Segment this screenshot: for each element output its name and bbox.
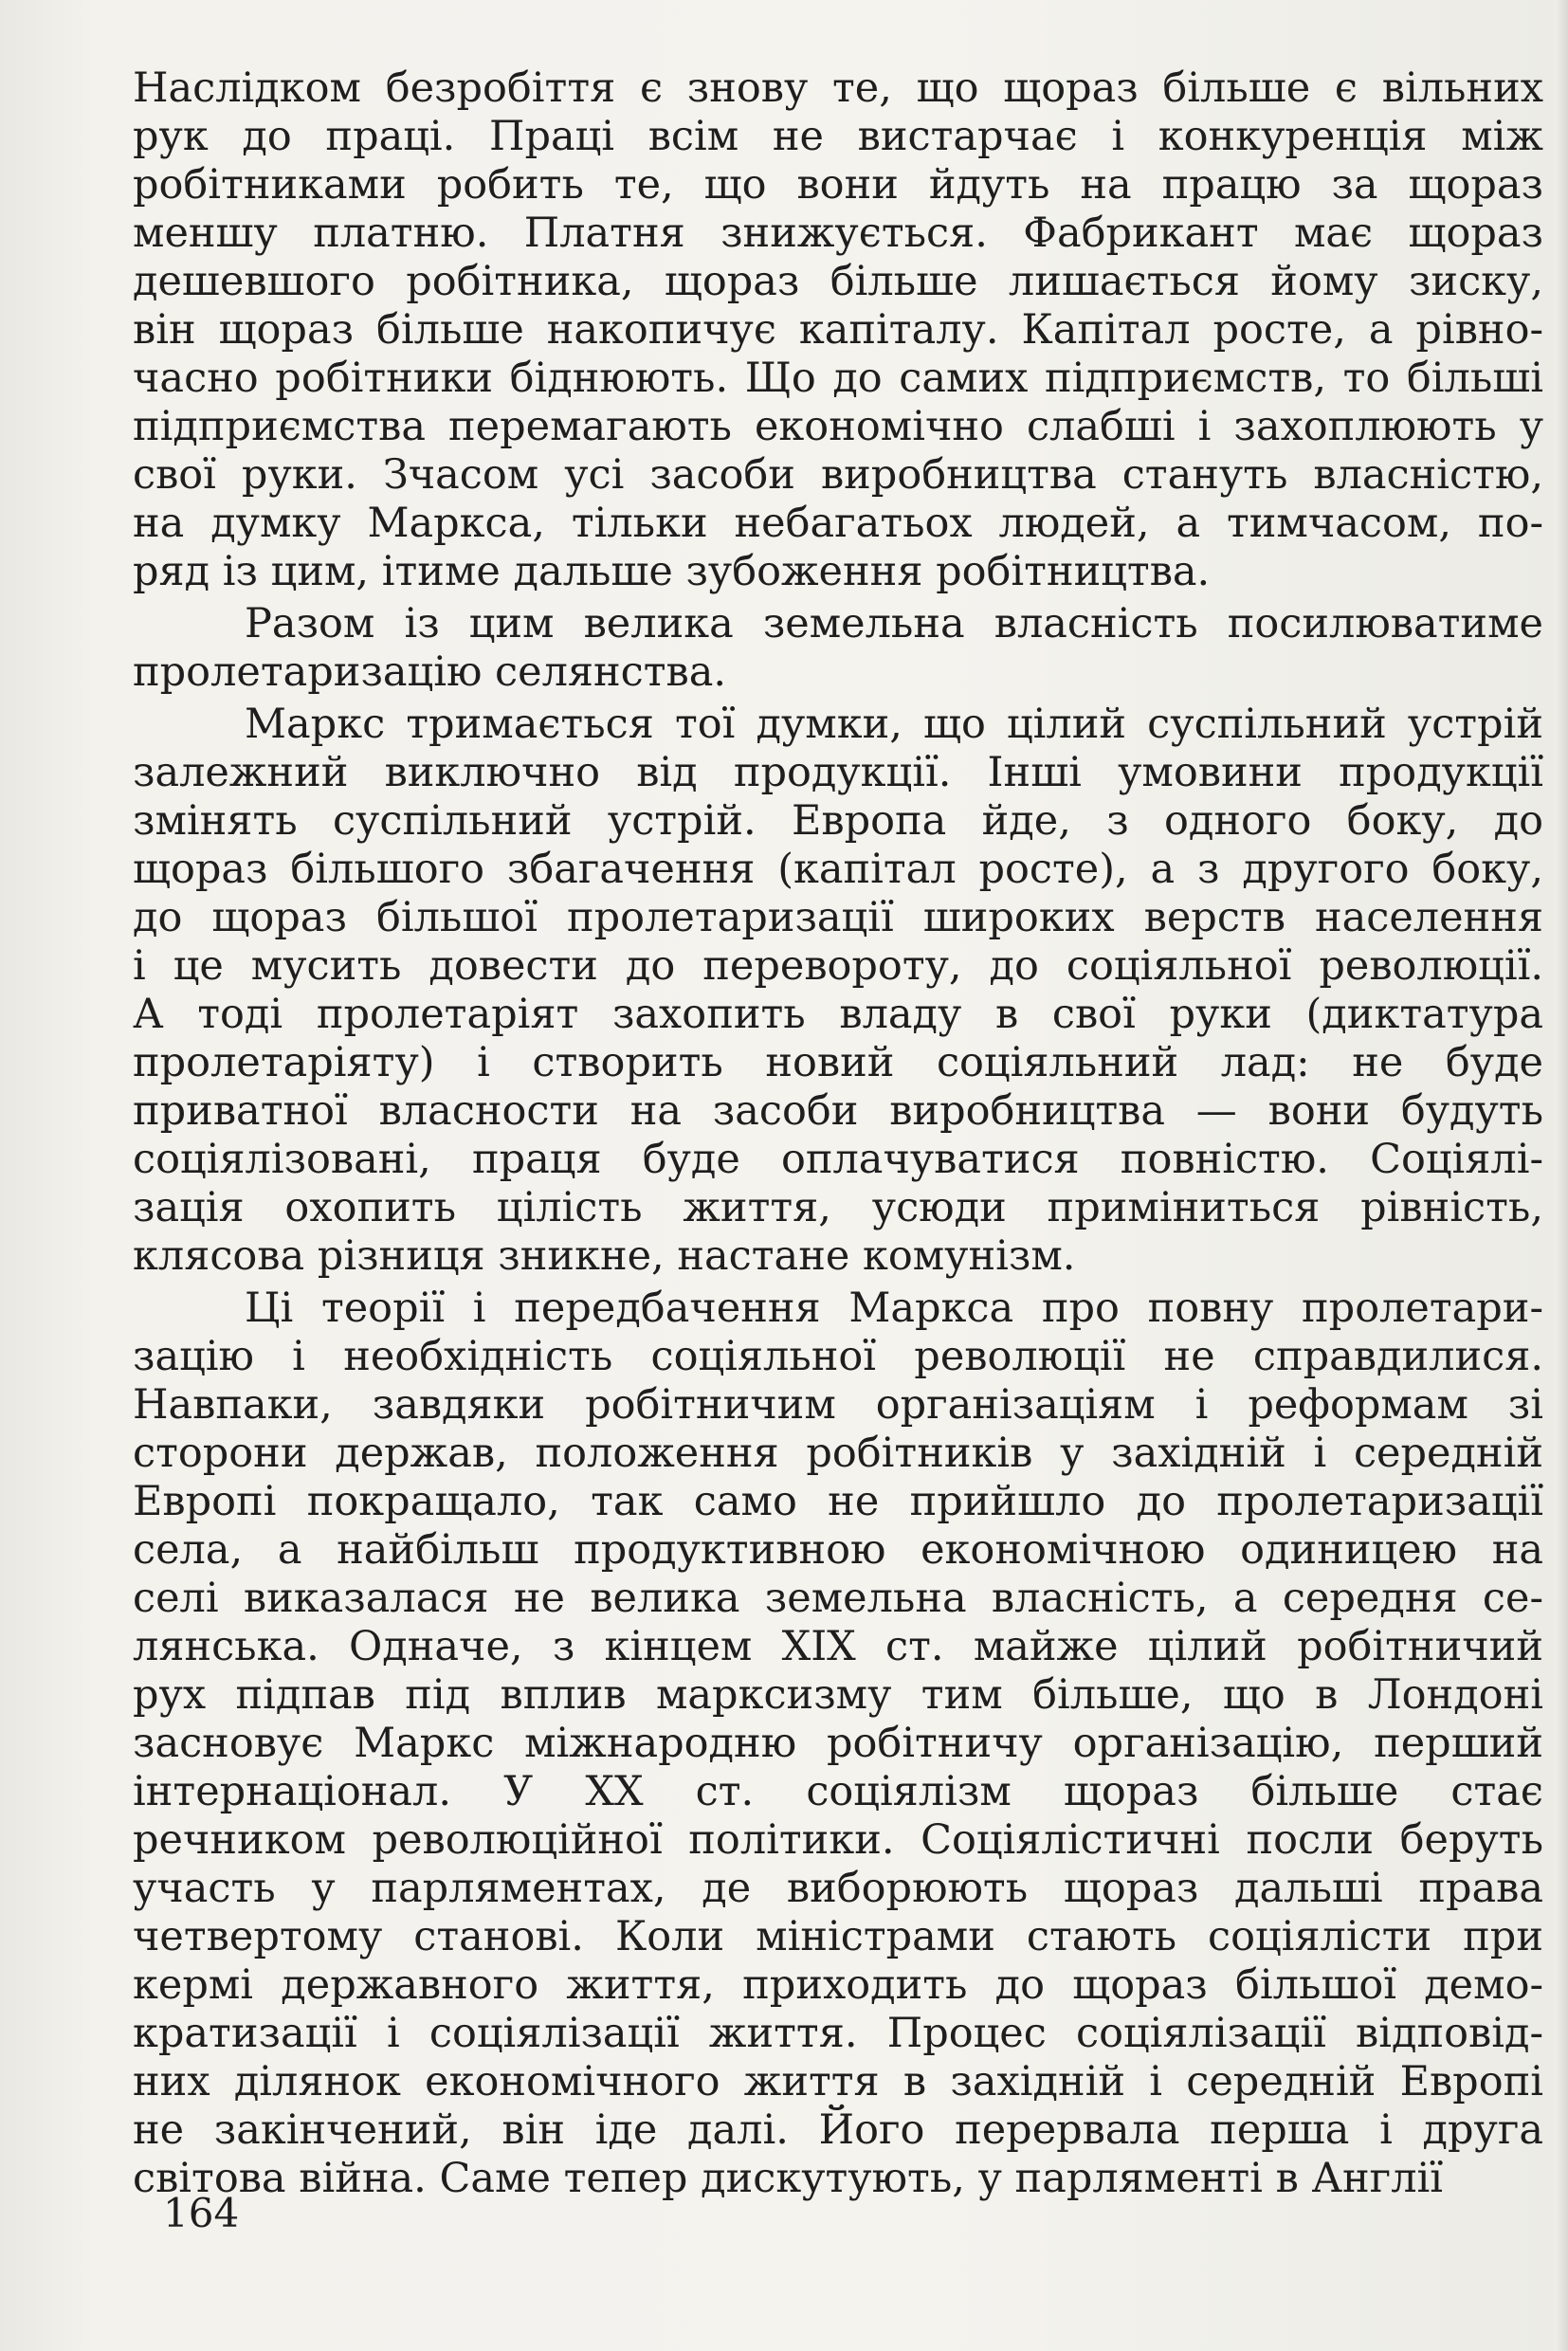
text-line: свої руки. Зчасом усі засоби виробництва стануть власністю, (133, 451, 1543, 499)
text-line: сторони держав, положення робітників у західній і середній (133, 1430, 1543, 1477)
text-line: засновує Маркс міжнародню робітничу організацію, перший (133, 1720, 1543, 1767)
text-line: часно робітники біднюють. Що до самих підприємств, то більші (133, 355, 1543, 402)
body-text (133, 64, 1543, 2203)
text-line: приватної власности на засоби виробництва — вони будуть (133, 1087, 1543, 1135)
text-line: і це мусить довести до перевороту, до соціяльної революції. (133, 942, 1543, 990)
text-line: села, а найбільш продуктивною економічною одиницею на (133, 1526, 1543, 1574)
text-line: зація охопить цілість життя, усюди приміниться рівність, (133, 1184, 1543, 1231)
text-line: до щораз більшої пролетаризації широких верств населення (133, 894, 1543, 941)
text-line: Ці теорії і передбачення Маркса про повну пролетари- (245, 1285, 1543, 1332)
text-line: світова війна. Саме тепер дискутують, у парляменті в Англії (133, 2155, 1444, 2202)
text-line: робітниками робить те, що вони йдуть на працю за щораз (133, 161, 1543, 209)
text-line: пролетаризацію селянства. (133, 648, 727, 696)
text-line: Маркс тримається тої думки, що цілий суспільний устрій (245, 701, 1543, 748)
text-line: клясова різниця зникне, настане комунізм. (133, 1232, 1076, 1280)
text-line: участь у парляментах, де виборюють щораз дальші права (133, 1865, 1543, 1912)
text-line: речником революційної політики. Соціялістичні посли беруть (133, 1816, 1543, 1864)
text-line: Разом із цим велика земельна власність посилюватиме (245, 600, 1543, 647)
paragraph (133, 701, 1543, 1281)
page-number: 164 (163, 2190, 240, 2236)
paragraph (133, 1285, 1543, 2203)
text-line: змінять суспільний устрій. Европа йде, з одного боку, до (133, 797, 1543, 845)
text-line: лянська. Одначе, з кінцем XIX ст. майже цілий робітничий (133, 1623, 1543, 1670)
text-line: А тоді пролетаріят захопить владу в свої руки (диктатура (133, 991, 1543, 1038)
text-line: кермі державного життя, приходить до щораз більшої демо- (133, 1961, 1543, 2009)
text-line: четвертому станові. Коли міністрами стають соціялісти при (133, 1913, 1543, 1960)
text-line: рук до праці. Праці всім не вистарчає і конкуренція між (133, 113, 1543, 160)
text-line: зацію і необхідність соціяльної революції не справдилися. (133, 1333, 1543, 1380)
text-line: ряд із цим, ітиме дальше зубоження робітництва. (133, 548, 1211, 595)
text-line: Наслідком безробіття є знову те, що щораз більше є вільних (133, 64, 1543, 112)
text-line: рух підпав під вплив марксизму тим більше, що в Лондоні (133, 1671, 1543, 1719)
text-line: Навпаки, завдяки робітничим організаціям і реформам зі (133, 1381, 1543, 1429)
text-line: дешевшого робітника, щораз більше лишається йому зиску, (133, 258, 1543, 305)
text-line: залежний виключно від продукції. Інші умовини продукції (133, 749, 1543, 796)
text-line: підприємства перемагають економічно слабші і захоплюють у (133, 403, 1543, 450)
text-line: кратизації і соціялізації життя. Процес соціялізації відповід- (133, 2010, 1543, 2057)
paragraph (133, 600, 1543, 697)
text-line: інтернаціонал. У XX ст. соціялізм щораз більше стає (133, 1768, 1543, 1815)
text-line: Европі покращало, так само не прийшло до пролетаризації (133, 1478, 1543, 1525)
text-line: соціялізовані, праця буде оплачуватися повністю. Соціялі- (133, 1136, 1543, 1183)
page-edge-shadow (1555, 0, 1568, 2351)
text-line: він щораз більше накопичує капіталу. Капітал росте, а рівно- (133, 306, 1543, 354)
text-line: пролетаріяту) і створить новий соціяльний лад: не буде (133, 1039, 1543, 1086)
text-line: селі виказалася не велика земельна власність, а середня се- (133, 1575, 1543, 1622)
text-line: на думку Маркса, тільки небагатьох людей, а тимчасом, по- (133, 500, 1543, 547)
text-line: меншу платню. Платня знижується. Фабрикант має щораз (133, 210, 1543, 257)
text-line: щораз більшого збагачення (капітал росте), а з другого боку, (133, 846, 1543, 893)
paragraph (133, 64, 1543, 596)
text-line: них ділянок економічного життя в західній і середній Европі (133, 2058, 1543, 2105)
text-line: не закінчений, він іде далі. Його перервала перша і друга (133, 2106, 1543, 2154)
